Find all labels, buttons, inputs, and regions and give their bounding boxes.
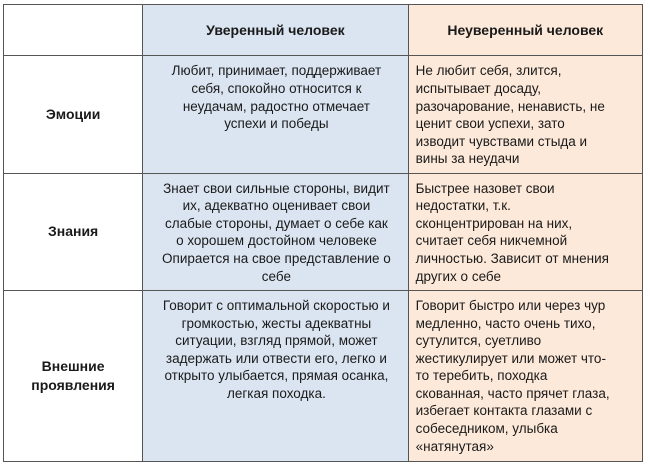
row-label-line: Знания [47, 223, 99, 240]
comparison-table [3, 4, 643, 462]
row-knowledge [4, 173, 643, 290]
row-label-knowledge [4, 173, 143, 290]
text-line: успехи и победы [224, 116, 329, 132]
text-line: Опирается на свое представление о [162, 250, 391, 266]
text-line: ценит свои успехи, зато [415, 116, 565, 132]
row-label-line: проявления [31, 376, 115, 393]
text-line: изводит чувствами стыда и [415, 133, 588, 149]
text-line: жестикулирует или может что- [415, 350, 606, 366]
text-line: «натянутая» [415, 438, 494, 454]
header-confident: Уверенный человек [143, 5, 408, 56]
text-line: скованная, часто прячет глаза, [415, 385, 610, 401]
text-line: Быстрее назовет свои [415, 180, 555, 196]
cell-confident-emotions [143, 56, 408, 173]
text-line: слабые стороны, думает о себе как [164, 215, 388, 231]
text-line: разочарование, ненависть, не [415, 98, 605, 114]
text-line: Не любит себя, злится, [415, 63, 562, 79]
text-line: громкостью, жесты адекватны [181, 315, 372, 331]
text-line: собеседником, улыбка [415, 421, 558, 437]
cell-unconfident-emotions [408, 56, 642, 173]
row-label-line: Эмоции [45, 105, 101, 122]
text-line: ситуации, взгляд прямой, может [175, 333, 378, 349]
text-line: неудачам, радостно отмечает [182, 98, 370, 114]
row-label-line: Внешние [41, 357, 105, 374]
text-line: других о себе [415, 268, 502, 284]
text-line: задержать или отвести его, легко и [165, 350, 387, 366]
text-line: считает себя никчемной [415, 233, 568, 249]
text-line: открыто улыбается, прямая осанка, [164, 368, 389, 384]
text-line: медленно, часто очень тихо, [415, 315, 596, 331]
text-line: о хорошем достойном человеке [176, 233, 377, 249]
text-line: вины за неудачи [415, 151, 520, 167]
text-line: Любит, принимает, поддерживает [171, 63, 382, 79]
text-line: легкая походка. [226, 385, 326, 401]
text-line: Говорит с оптимальной скоростью и [162, 297, 390, 313]
row-emotions [4, 56, 643, 173]
text-line: себе [261, 268, 291, 284]
text-line: сутулится, суетливо [415, 333, 542, 349]
text-line: то теребить, походка [415, 368, 548, 384]
text-line: Знает свои сильные стороны, видит [163, 180, 390, 196]
text-line: их, адекватно оценивает свои [182, 198, 371, 214]
cell-unconfident-knowledge [408, 173, 642, 290]
header-empty-cell [4, 5, 143, 56]
text-line: Говорит быстро или через чур [415, 297, 606, 313]
cell-unconfident-appearance [408, 290, 642, 461]
text-line: недостатки, т.к. [415, 198, 511, 214]
text-line: сконцентрирован на них, [415, 215, 573, 231]
header-row [4, 5, 643, 56]
cell-confident-appearance [143, 290, 408, 461]
text-line: личностью. Зависит от мнения [415, 250, 609, 266]
row-appearance [4, 290, 643, 461]
text-line: себя, спокойно относится к [191, 80, 362, 96]
text-line: испытывает досаду, [415, 80, 541, 96]
row-label-emotions [4, 56, 143, 173]
header-unconfident: Неуверенный человек [408, 5, 642, 56]
cell-confident-knowledge [143, 173, 408, 290]
text-line: избегает контакта глазами с [415, 403, 593, 419]
row-label-appearance [4, 290, 143, 461]
